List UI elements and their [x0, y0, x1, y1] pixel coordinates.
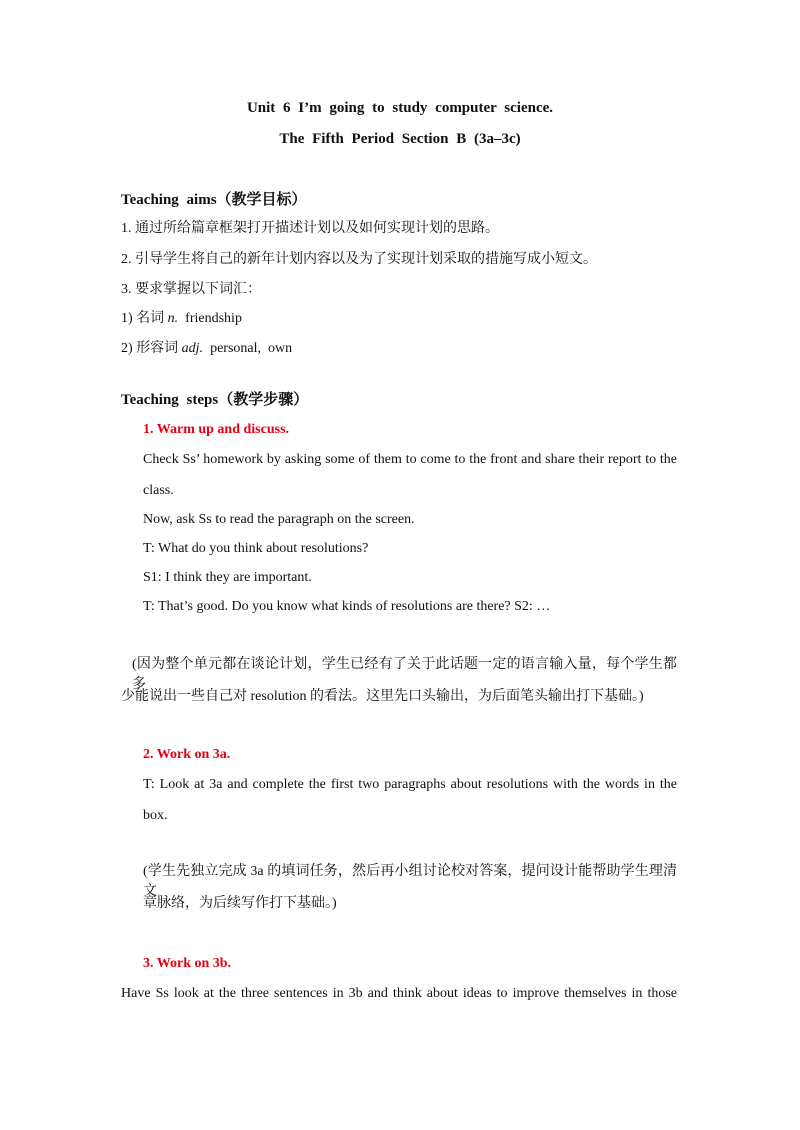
vocab-prefix: 2) 形容词 [121, 341, 182, 356]
step-3-line: Have Ss look at the three sentences in 3b and think about ideas to improve themselves in those [121, 986, 677, 1001]
step-1-line: class. [143, 483, 174, 498]
step-1-line: Now, ask Ss to read the paragraph on the screen. [143, 512, 415, 527]
vocab-item-adjective [121, 339, 292, 359]
step-1-line: T: What do you think about resolutions? [143, 541, 369, 556]
step-1-note: (因为整个单元都在谈论计划，学生已经有了关于此话题一定的语言输入量，每个学生都多 [132, 657, 677, 692]
aim-item-3: 3. 要求掌握以下词汇： [121, 282, 261, 297]
part-of-speech: n. [167, 311, 179, 326]
step-1-heading: 1. Warm up and discuss. [143, 422, 290, 437]
unit-title: Unit 6 I’m going to study computer science. [246, 100, 554, 116]
vocab-item-noun [121, 309, 242, 329]
aim-item-1: 1. 通过所给篇章框架打开描述计划以及如何实现计划的思路。 [121, 221, 499, 236]
step-2-note: (学生先独立完成 3a 的填词任务，然后再小组讨论校对答案，提问设计能帮助学生理清文 [143, 864, 677, 899]
aim-item-2: 2. 引导学生将自己的新年计划内容以及为了实现计划采取的措施写成小短文。 [121, 252, 597, 267]
step-2-note: 章脉络，为后续写作打下基础。) [143, 896, 337, 911]
vocab-prefix: 1) 名词 [121, 311, 168, 326]
teaching-steps-heading: Teaching steps（教学步骤） [121, 392, 309, 408]
vocab-words: personal, own [203, 341, 293, 356]
step-1-line: Check Ss’ homework by asking some of them to come to the front and share their report to the [143, 452, 677, 467]
step-3-heading: 3. Work on 3b. [143, 956, 232, 971]
part-of-speech: adj. [181, 341, 204, 356]
teaching-aims-heading: Teaching aims（教学目标） [121, 192, 307, 208]
period-title: The Fifth Period Section B (3a–3c) [279, 131, 521, 147]
step-2-line: box. [143, 808, 168, 823]
vocab-words: friendship [178, 311, 242, 326]
step-2-heading: 2. Work on 3a. [143, 747, 231, 762]
step-1-line: T: That’s good. Do you know what kinds of resolutions are there? S2: … [143, 599, 551, 614]
step-2-line: T: Look at 3a and complete the first two paragraphs about resolutions with the words in the [143, 777, 677, 792]
step-1-line: S1: I think they are important. [143, 570, 312, 585]
step-1-note: 少能说出一些自己对 resolution 的看法。这里先口头输出，为后面笔头输出打下基础。) [121, 689, 644, 704]
